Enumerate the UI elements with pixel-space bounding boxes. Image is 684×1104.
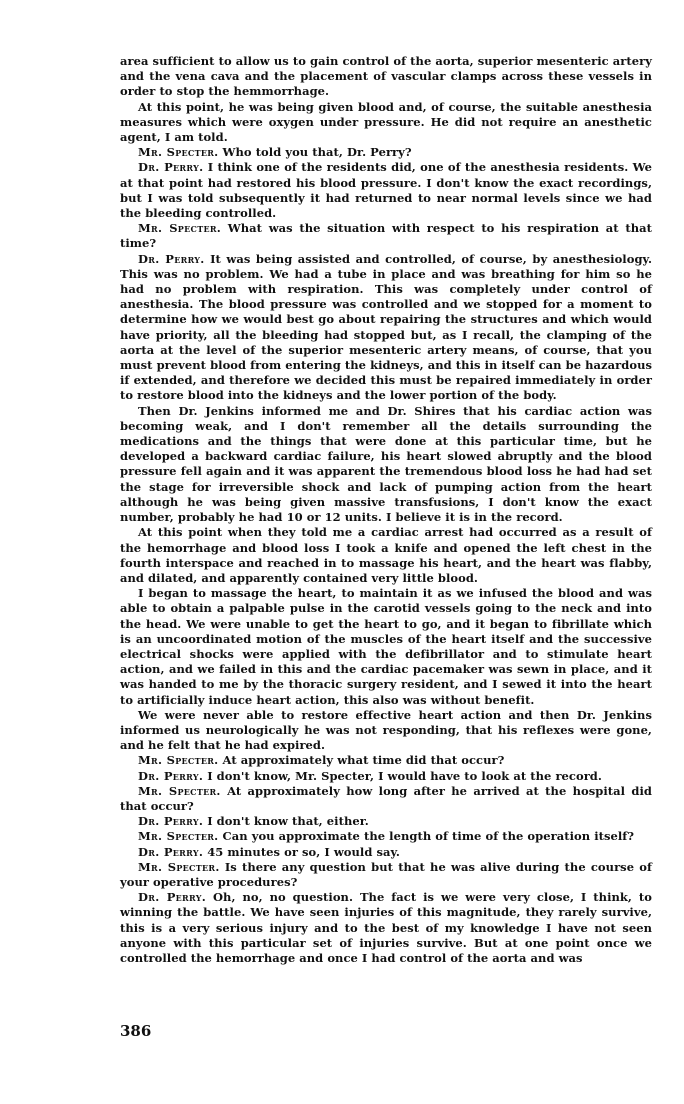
speaker-name: Dr. Perry.	[138, 251, 205, 266]
paragraph-12	[120, 784, 652, 814]
paragraph-3	[120, 160, 652, 221]
paragraph-text: 45 minutes or so, I would say.	[207, 844, 400, 859]
paragraph-0	[120, 54, 652, 100]
paragraph-13	[120, 814, 652, 829]
document-body	[120, 54, 652, 966]
speaker-name: Dr. Perry.	[138, 160, 204, 175]
paragraph-9	[120, 708, 652, 754]
speaker-name: Dr. Perry.	[138, 890, 207, 905]
paragraph-2	[120, 145, 652, 160]
paragraph-text: At this point, he was being given blood and, of course, the suitable anesthesia measures which were oxygen under pressure. He did not require an anesthetic agent, I am told.	[120, 99, 652, 145]
paragraph-16	[120, 860, 652, 890]
speaker-name: Mr. Specter.	[138, 783, 221, 798]
paragraph-11	[120, 769, 652, 784]
paragraph-10	[120, 753, 652, 768]
paragraph-6	[120, 404, 652, 526]
paragraph-8	[120, 586, 652, 708]
paragraph-1	[120, 100, 652, 146]
speaker-name: Mr. Specter.	[138, 829, 219, 844]
paragraph-text: At this point when they told me a cardiac arrest had occurred as a result of the hemorrhage and blood loss I took a knife and opened the left chest in the fourth interspace and reached in to massage his heart, and the heart was flabby, and dilated, and apparently contained very little blood.	[120, 525, 652, 585]
paragraph-text: What was the situation with respect to his respiration at that time?	[120, 221, 652, 251]
paragraph-17	[120, 890, 652, 966]
speaker-name: Dr. Perry.	[138, 844, 204, 859]
paragraph-text: Who told you that, Dr. Perry?	[222, 145, 412, 160]
speaker-name: Mr. Specter.	[138, 859, 220, 874]
paragraph-15	[120, 845, 652, 860]
paragraph-text: Then Dr. Jenkins informed me and Dr. Shires that his cardiac action was becoming weak, and I don't remember all the details surrounding the medications and the things that were done at this particular time, but he developed a backward cardiac failure, his heart slowed abruptly and the blood pressure fell again and it was apparent the tremendous blood loss he had had set the stage for irreversible shock and lack of pumping action from the heart although he was being given massive transfusions, I don't know the exact number, probably he had 10 or 12 units. I believe it is in the record.	[120, 403, 652, 525]
paragraph-5	[120, 252, 652, 404]
speaker-name: Mr. Specter.	[138, 145, 219, 160]
paragraph-14	[120, 829, 652, 844]
paragraph-text: Oh, no, no question. The fact is we were very close, I think, to winning the battle. We have seen injuries of this magnitude, they rarely survive, this is a very serious injury and to the best of my knowledge I have not seen anyone with this particular set of injuries survive. But at one point once we controlled the hemorrhage and once I had control of the aorta and was	[120, 890, 652, 965]
speaker-name: Mr. Specter.	[138, 221, 222, 236]
paragraph-text: I don't know, Mr. Specter, I would have to look at the record.	[207, 768, 602, 783]
paragraph-text: I began to massage the heart, to maintain it as we infused the blood and was able to obtain a palpable pulse in the carotid vessels going to the neck and into the head. We were unable to get the heart to go, and it began to fibrillate which is an uncoordinated motion of the muscles of the heart itself and the successive electrical shocks were applied with the defibrillator and to stimulate heart action, and we failed in this and the cardiac pacemaker was sewn in place, and it was handed to me by the thoracic surgery resident, and I sewed it into the heart to artificially induce heart action, this also was without benefit.	[120, 586, 652, 707]
paragraph-text: I think one of the residents did, one of the anesthesia residents. We at that point had restored his blood pressure. I don't know the exact recordings, but I was told subsequently it had returned to near normal levels since we had the bleeding controlled.	[120, 160, 652, 221]
speaker-name: Mr. Specter.	[138, 753, 219, 768]
paragraph-text: At approximately what time did that occur?	[222, 753, 505, 768]
paragraph-text: At approximately how long after he arrived at the hospital did that occur?	[120, 783, 652, 813]
paragraph-text: It was being assisted and controlled, of course, by anesthesiology. This was no problem. We had a tube in place and was breathing for him so he had no problem with respiration. This was completely under control of anesthesia. The blood pressure was controlled and we stopped for a moment to determine how we would best go about repairing the structures and which would have priority, all the bleeding had stopped but, as I recall, the clamping of the aorta at the level of the superior mesenteric artery means, of course, that you must prevent blood from entering the kidneys, and this in itself can be hazardous if extended, and therefore we decided this must be repaired immediately in order to restore blood into the kidneys and the lower portion of the body.	[120, 251, 653, 403]
paragraph-text: Can you approximate the length of time of the operation itself?	[222, 829, 635, 844]
paragraph-text: Is there any question but that he was alive during the course of your operative procedures?	[120, 859, 652, 889]
paragraph-4	[120, 221, 652, 251]
paragraph-text: We were never able to restore effective heart action and then Dr. Jenkins informed us neurologically he was not responding, that his reflexes were gone, and he felt that he had expired.	[120, 707, 652, 753]
speaker-name: Dr. Perry.	[138, 814, 204, 829]
paragraph-text: area sufficient to allow us to gain control of the aorta, superior mesenteric artery and the vena cava and the placement of vascular clamps across these vessels in order to stop the hemmorrhage.	[120, 54, 652, 99]
paragraph-7	[120, 525, 652, 586]
speaker-name: Dr. Perry.	[138, 768, 204, 783]
page-number: 386	[120, 1022, 152, 1040]
paragraph-text: I don't know that, either.	[207, 814, 369, 829]
